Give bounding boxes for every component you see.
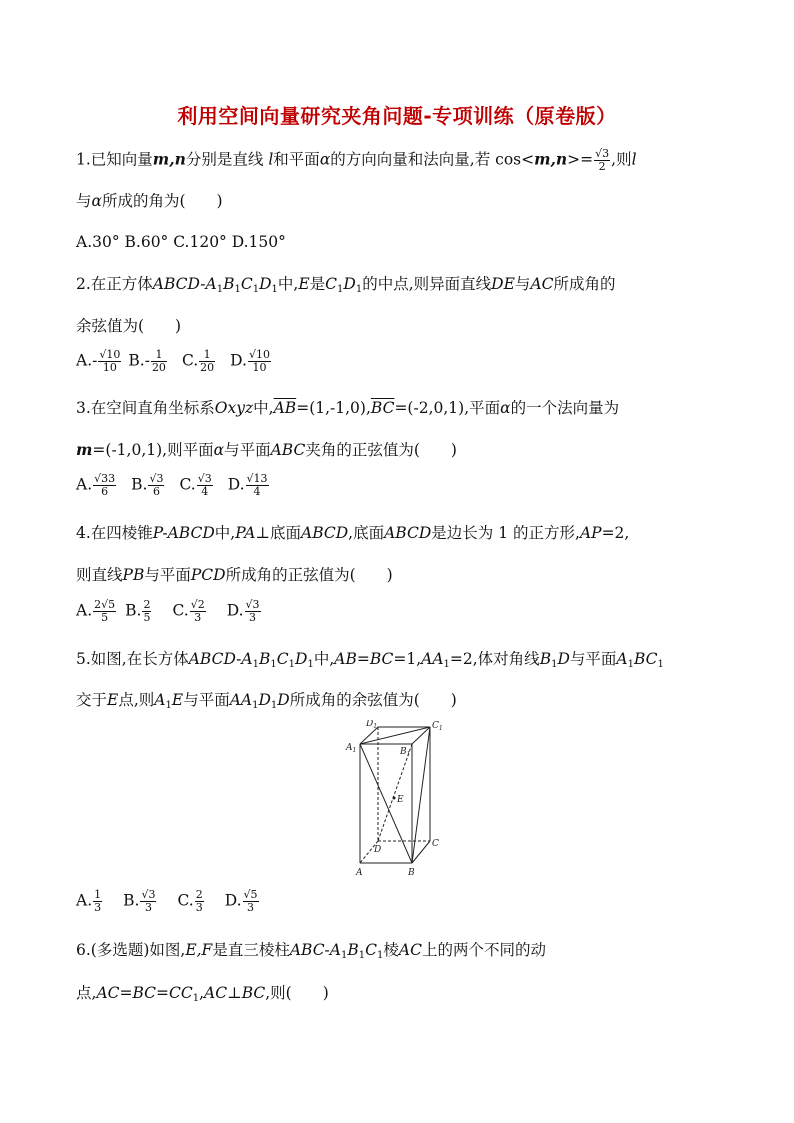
q2-option-a: A.- $\frac{√10}{10}$ [76,348,121,374]
label-A1: $A_1$ [346,743,357,754]
page-title: 利用空间向量研究夹角问题-专项训练（原卷版） [177,104,617,128]
q5-option-a: A. $\frac{1}{3}$ [76,888,102,914]
diag-A1B [360,744,412,863]
q3-options [76,473,284,498]
label-D1: $D_1$ [366,720,378,730]
label-B1: $B_1$ [400,747,411,758]
q2-stem-line2: 余弦值为( ) [76,317,182,335]
diag-C1B [412,727,430,863]
q5-option-d: D. $\frac{√5}{3}$ [224,888,258,914]
q4-options [76,599,276,624]
diag-A1C1 [360,727,430,744]
q3-option-d: D. $\frac{√13}{4}$ [227,472,268,498]
label-E: E [397,795,404,805]
q6-stem-line1: 6.(多选题)如图,E,F是直三棱柱ABC-$A_1B_1C_1$棱AC上的两个不同的动 [76,941,546,961]
q5-option-b: B. $\frac{√3}{3}$ [123,888,156,914]
point-E [393,797,396,800]
q2-option-d: D. $\frac{√10}{10}$ [230,348,270,374]
q4-option-c: C. $\frac{√2}{3}$ [172,598,205,624]
q3-stem-line2: m=(-1,0,1),则平面α与平面ABC夹角的正弦值为( ) [76,440,457,459]
q1-options: A.30° B.60° C.120° D.150° [76,233,286,251]
q4-stem-line2: 则直线PB与平面PCD所成角的正弦值为( ) [76,566,393,584]
q1-stem-line2: 与α所成的角为( ) [76,192,223,210]
label-A: A [356,868,363,878]
q5-options [76,889,274,914]
q2-options [76,349,286,374]
q3-stem-line1: 3.在空间直角坐标系Oxyz中$,\overline{AB}=(1,-1,0),\overline{BC}=(-2,0,1)$,平面α的一个法向量为 [76,399,620,417]
diag-DB1-hidden [378,744,412,841]
q3-option-b: B. $\frac{√3}{6}$ [131,472,164,498]
q5-stem-line1: 5.如图,在长方体ABCD-$A_1B_1C_1D_1$中$,AB=BC=1,AA_1=2$,体对角线$B_1D$与平面$A_1BC_1$ [76,650,664,670]
q1-stem-line1: 1.已知向量m,n分别是直线 l和平面α的方向向量和法向量,若 cos<m,n>= $\frac{√3}{2}$ ,则l [76,147,637,173]
label-D: D [374,845,382,855]
q4-option-d: D. $\frac{√3}{3}$ [226,598,260,624]
q4-option-b: B. $\frac{2}{5}$ [125,598,151,624]
q1-fraction: $\frac{√3}{2}$ [595,147,610,173]
q4-option-a: A. $\frac{2√5}{5}$ [76,598,116,624]
q5-option-c: C. $\frac{2}{3}$ [177,888,203,914]
label-B: B [408,868,415,878]
q4-stem-line1: 4.在四棱锥P-ABCD中,PA⊥底面ABCD,底面ABCD是边长为 1 的正方形,AP=2, [76,524,630,542]
cuboid-figure [344,720,444,880]
label-C: C [432,839,439,849]
q2-option-b: B.- $\frac{1}{20}$ [128,348,166,374]
q5-stem-line2: 交于E点,则$A_1E$与平面$AA_1D_1D$所成角的余弦值为( ) [76,691,457,711]
q2-option-c: C. $\frac{1}{20}$ [181,348,215,374]
label-C1: $C_1$ [432,721,443,732]
q3-option-a: A. $\frac{√33}{6}$ [76,472,116,498]
q3-option-c: C. $\frac{√3}{4}$ [179,472,212,498]
q6-stem-line2: 点$,AC=BC=CC_1,AC\perp BC$,则( ) [76,984,329,1004]
q2-stem-line1: 2.在正方体ABCD-$A_1B_1C_1D_1$中,E是$C_1D_1$的中点,则异面直线DE与AC所成角的 [76,275,616,295]
